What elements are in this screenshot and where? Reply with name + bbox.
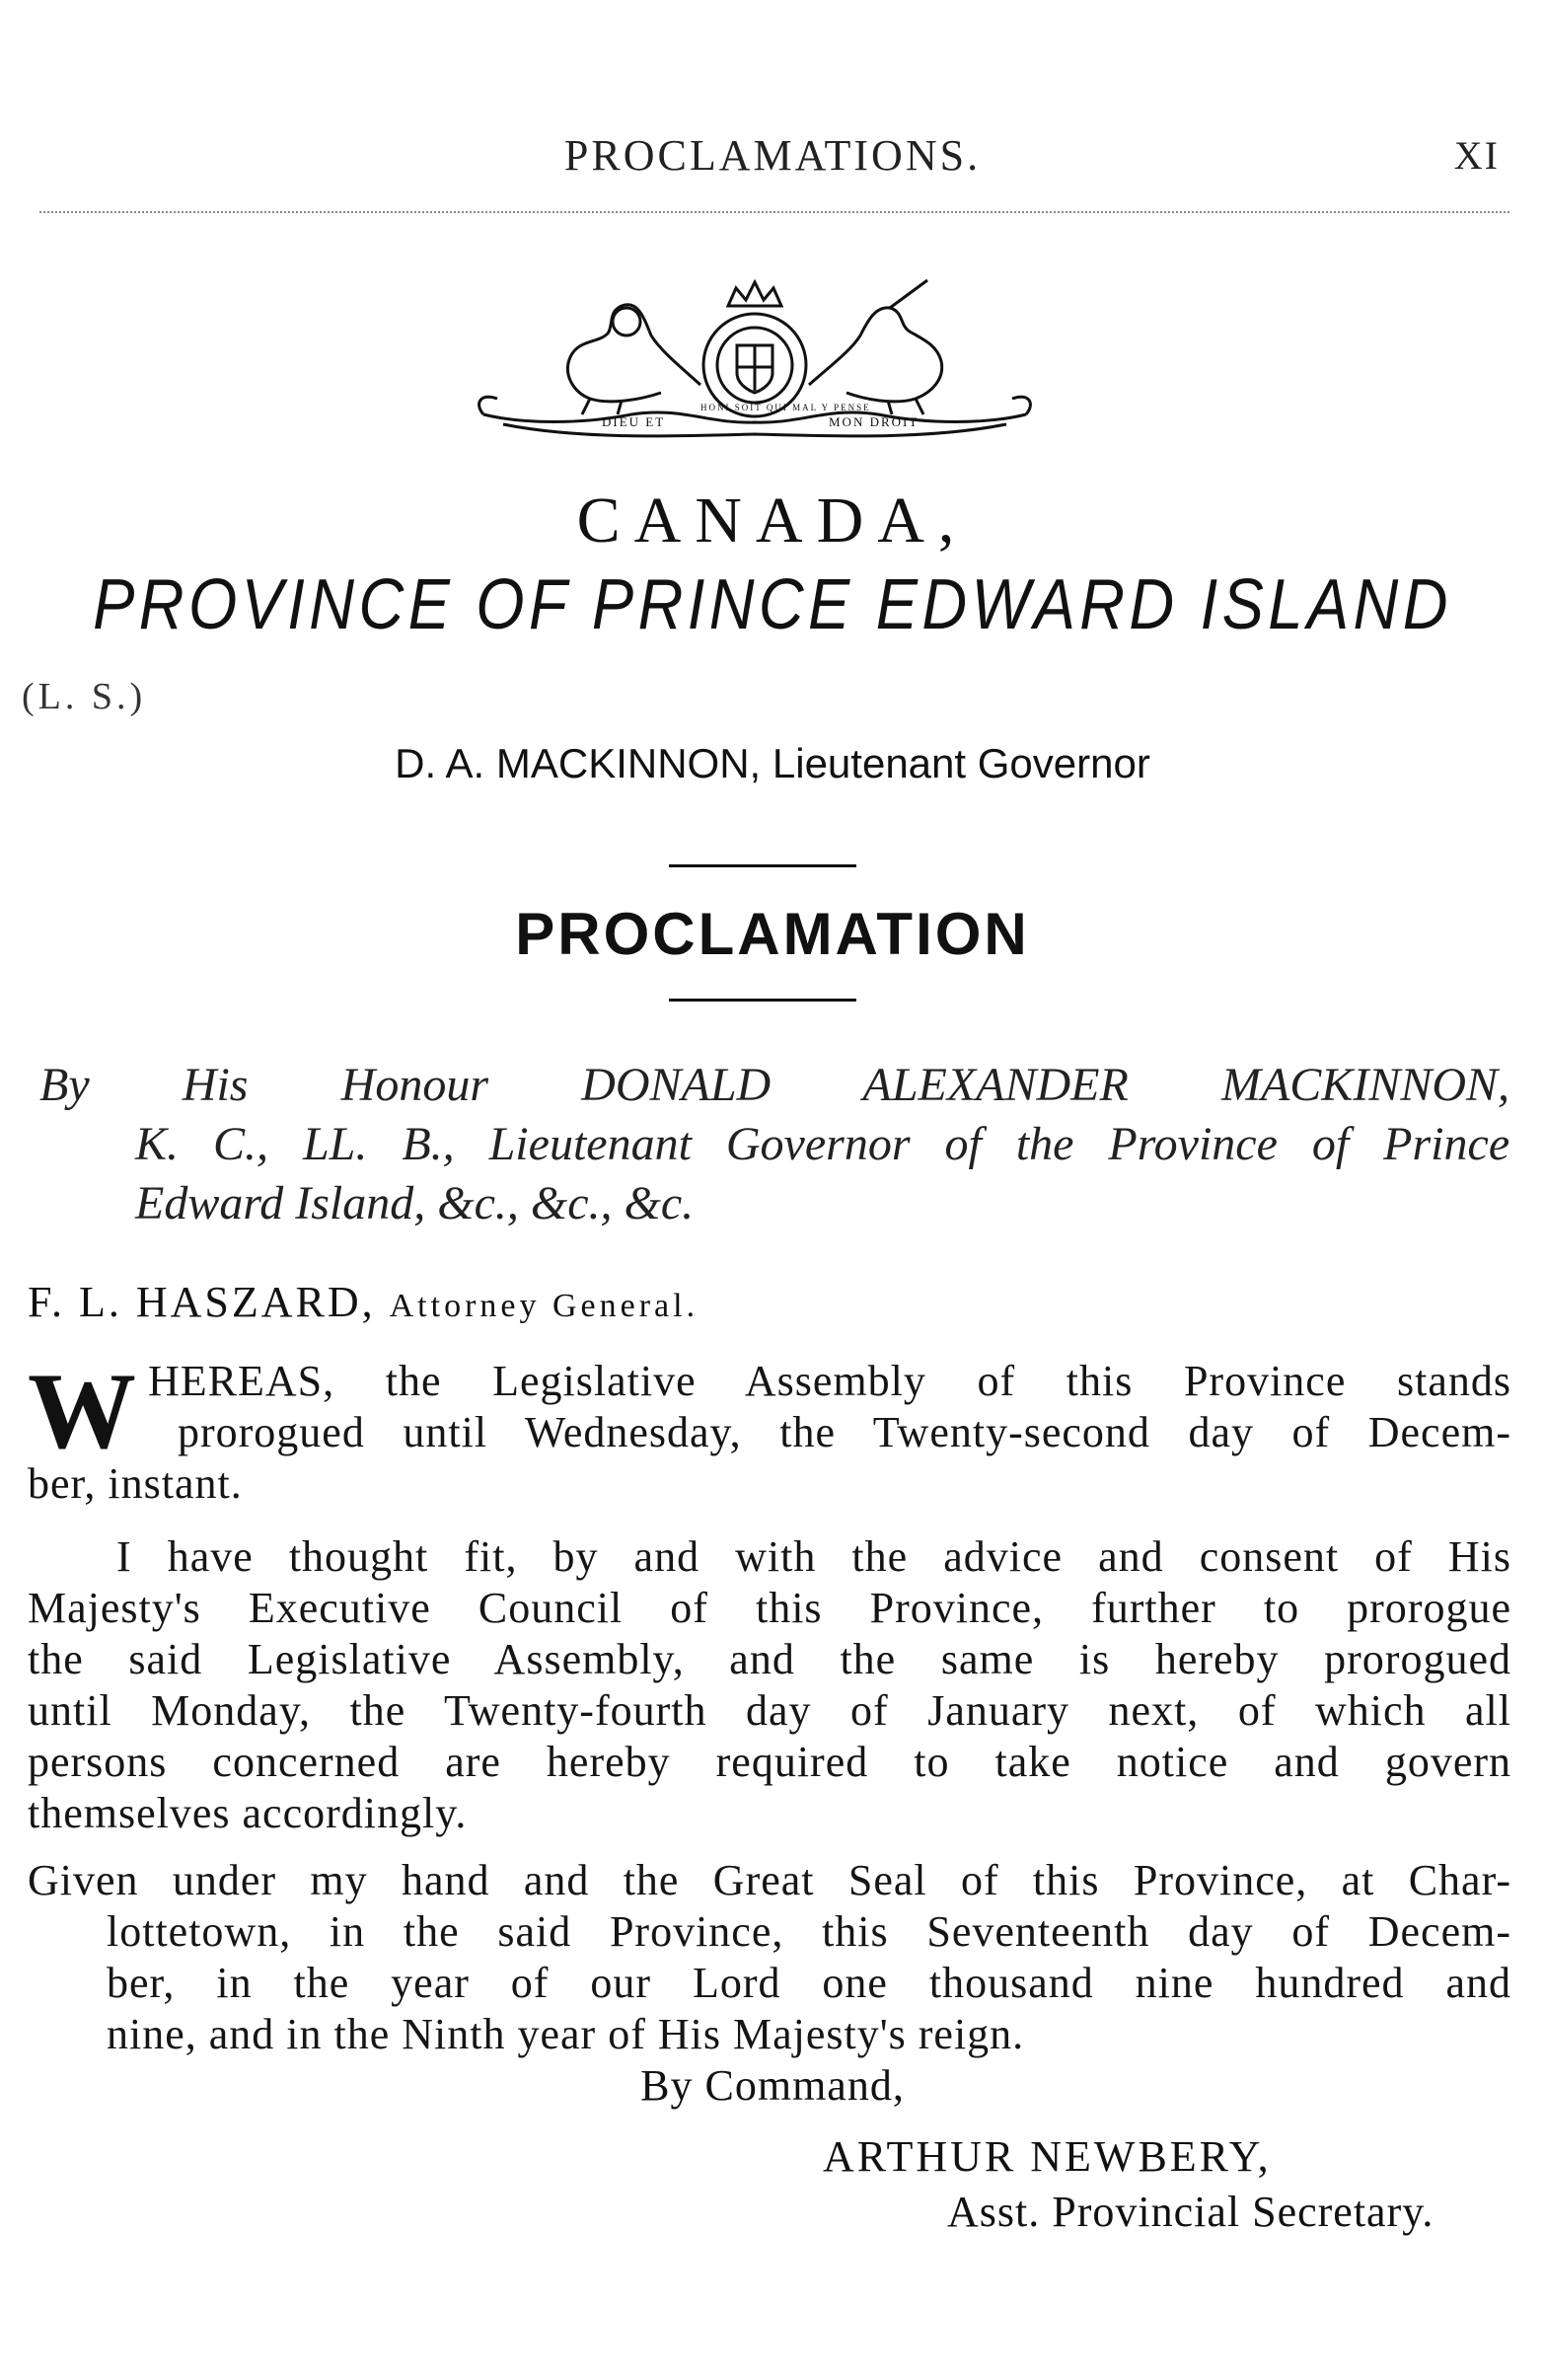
- motto-right-text: MON DROIT: [829, 414, 920, 429]
- preamble-word: MACKINNON,: [1220, 1059, 1510, 1111]
- whereas-line-2: prorogued until Wednesday, the Twenty-second day of Decem-: [178, 1408, 1511, 1456]
- preamble-word: of: [944, 1118, 982, 1170]
- preamble-word: Governor: [725, 1118, 911, 1170]
- governor-line: D. A. MACKINNON, Lieutenant Governor: [395, 740, 1150, 786]
- preamble-word: the: [1015, 1118, 1074, 1170]
- preamble-line-3: Edward Island, &c., &c., &c.: [135, 1177, 695, 1229]
- preamble-line-2: [39, 1115, 1509, 1174]
- prorogation-paragraph: [28, 1531, 1511, 1839]
- preamble-word: LL. B.,: [302, 1118, 455, 1170]
- paragraph-line: Majesty's Executive Council of this Province, further to prorogue: [28, 1584, 1511, 1632]
- paragraph-line: until Monday, the Twenty-fourth day of January next, of which all: [28, 1686, 1511, 1735]
- divider-rule: [669, 999, 856, 1002]
- by-command: By Command,: [640, 2061, 905, 2110]
- given-line: Given under my hand and the Great Seal of this Province, at Char-: [28, 1856, 1511, 1904]
- province-heading: PROVINCE OF PRINCE EDWARD ISLAND: [93, 565, 1452, 644]
- garter-text: HONI SOIT QUI MAL Y PENSE: [700, 403, 871, 412]
- preamble-word: Lieutenant: [488, 1118, 692, 1170]
- country-heading: CANADA,: [576, 484, 969, 557]
- paragraph-line: persons concerned are hereby required to take notice and govern: [28, 1738, 1511, 1786]
- whereas-line-1: HEREAS, the Legislative Assembly of this Province stands: [148, 1357, 1511, 1405]
- divider-rule: [669, 864, 856, 867]
- preamble-word: Honour: [340, 1059, 488, 1111]
- running-head-title: PROCLAMATIONS.: [563, 131, 982, 180]
- paragraph-line: themselves accordingly.: [28, 1789, 468, 1837]
- preamble-line-1: [39, 1056, 1509, 1115]
- preamble-word: K. C.,: [135, 1118, 268, 1170]
- signatory-name: ARTHUR NEWBERY,: [823, 2132, 1272, 2181]
- paragraph-line: the said Legislative Assembly, and the same is hereby prorogued: [28, 1635, 1511, 1683]
- proclamation-title: PROCLAMATION: [515, 901, 1030, 967]
- header-rule: [39, 211, 1509, 213]
- preamble-block: [39, 1056, 1509, 1233]
- attorney-name: F. L. HASZARD,: [28, 1278, 376, 1326]
- royal-coat-of-arms-image: [464, 276, 1046, 444]
- attorney-line: [28, 1277, 699, 1327]
- given-paragraph: [28, 1855, 1511, 2060]
- whereas-line-3: ber, instant.: [28, 1459, 243, 1508]
- drop-cap: W: [28, 1351, 136, 1471]
- given-line: nine, and in the Ninth year of His Majesty's reign.: [107, 2010, 1025, 2058]
- seal-mark: (L. S.): [22, 676, 147, 717]
- preamble-word: DONALD: [581, 1059, 772, 1111]
- preamble-word: of: [1311, 1118, 1350, 1170]
- preamble-word: His: [182, 1059, 249, 1111]
- attorney-title: Attorney General.: [389, 1288, 699, 1324]
- preamble-word: ALEXANDER: [862, 1059, 1129, 1111]
- given-line: lottetown, in the said Province, this Seventeenth day of Decem-: [107, 1907, 1511, 1956]
- preamble-word: Province: [1108, 1118, 1278, 1170]
- signatory-title: Asst. Provincial Secretary.: [947, 2188, 1435, 2236]
- given-line: ber, in the year of our Lord one thousand nine hundred and: [107, 1959, 1511, 2007]
- motto-left-text: DIEU ET: [602, 414, 666, 429]
- preamble-word: Prince: [1383, 1118, 1510, 1170]
- page-number: XI: [1453, 133, 1500, 178]
- paragraph-line: I have thought fit, by and with the advice and consent of His: [116, 1532, 1511, 1581]
- preamble-word: By: [39, 1059, 90, 1111]
